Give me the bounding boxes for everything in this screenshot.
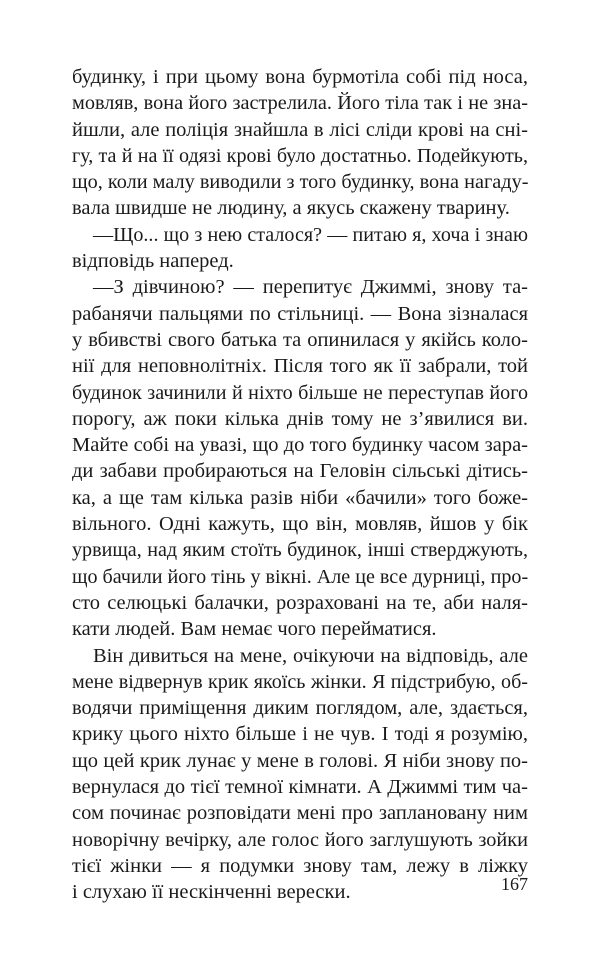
text-line: сом починає розповідати мені про заплановану ним <box>72 802 528 825</box>
text-line: будинку, і при цьому вона бурмотіла собі під носа, <box>72 66 528 88</box>
text-line: ди забави пробираються на Геловін сільські дітись- <box>72 460 528 483</box>
text-line: вернулася до тієї темної кімнати. А Джиммі тим ча- <box>72 776 528 799</box>
text-line: рабанячи пальцями по стільниці. — Вона зізналася <box>72 302 528 325</box>
text-line: —З дівчиною? — перепитує Джиммі, знову та- <box>93 276 528 299</box>
text-line: мене відвернув крик якоїсь жінки. Я підстрибую, об- <box>72 670 528 693</box>
text-line: тієї жінки — я подумки знову там, лежу в ліжку <box>72 854 528 877</box>
text-line: ка, а ще там кілька разів ніби «бачили» того боже- <box>72 486 528 509</box>
text-line: йшли, але поліція знайшла в лісі сліди крові на сні- <box>72 118 528 141</box>
text-line: Він дивиться на мене, очікуючи на відповідь, але <box>93 644 528 667</box>
text-line: будинок зачинили й ніхто більше не переступав його <box>72 381 528 404</box>
text-line: мовляв, вона його застрелила. Його тіла так і не зна- <box>72 92 528 115</box>
text-line: нії для неповнолітніх. Після того як її забрали, той <box>72 355 528 378</box>
text-line: порогу, аж поки кілька днів тому не з’явилися ви. <box>72 407 528 430</box>
text-line: що бачили його тінь у вікні. Але це все дурниці, про- <box>72 565 529 588</box>
text-line: і слухаю її нескінченні верески. <box>72 881 351 904</box>
page-number: 167 <box>501 874 528 894</box>
text-line: кати людей. Вам немає чого перейматися. <box>72 618 437 641</box>
text-line: відповідь наперед. <box>72 250 234 273</box>
text-line: що, коли малу виводили з того будинку, вона нагаду- <box>72 171 529 194</box>
text-line: крику цього ніхто більше і не чув. І тоді я розумію, <box>72 723 528 746</box>
text-line: у вбивстві свого батька та опинилася у якійсь коло- <box>72 328 528 351</box>
text-line: Майте собі на увазі, що до того будинку часом зара- <box>72 434 528 457</box>
text-line: вільного. Одні кажуть, що він, мовляв, йшов у бік <box>72 513 528 536</box>
text-line: сто селюцькі балачки, розраховані на те, аби наля- <box>72 591 528 614</box>
text-line: новорічну вечірку, але голос його заглушують зойки <box>72 828 528 851</box>
text-line: гу, та й на її одязі крові було достатньо. Подейкують, <box>72 144 528 167</box>
text-line: водячи приміщення диким поглядом, але, здається, <box>72 697 528 720</box>
text-line: урвища, над яким стоїть будинок, інші стверджують, <box>72 539 528 562</box>
text-line: що цей крик лунає у мене в голові. Я ніби знову по- <box>72 749 528 772</box>
body-text <box>72 64 528 906</box>
text-line: —Що... що з нею сталося? — питаю я, хоча і знаю <box>93 223 528 246</box>
text-line: вала швидше не людину, а якусь скажену тварину. <box>72 197 510 220</box>
